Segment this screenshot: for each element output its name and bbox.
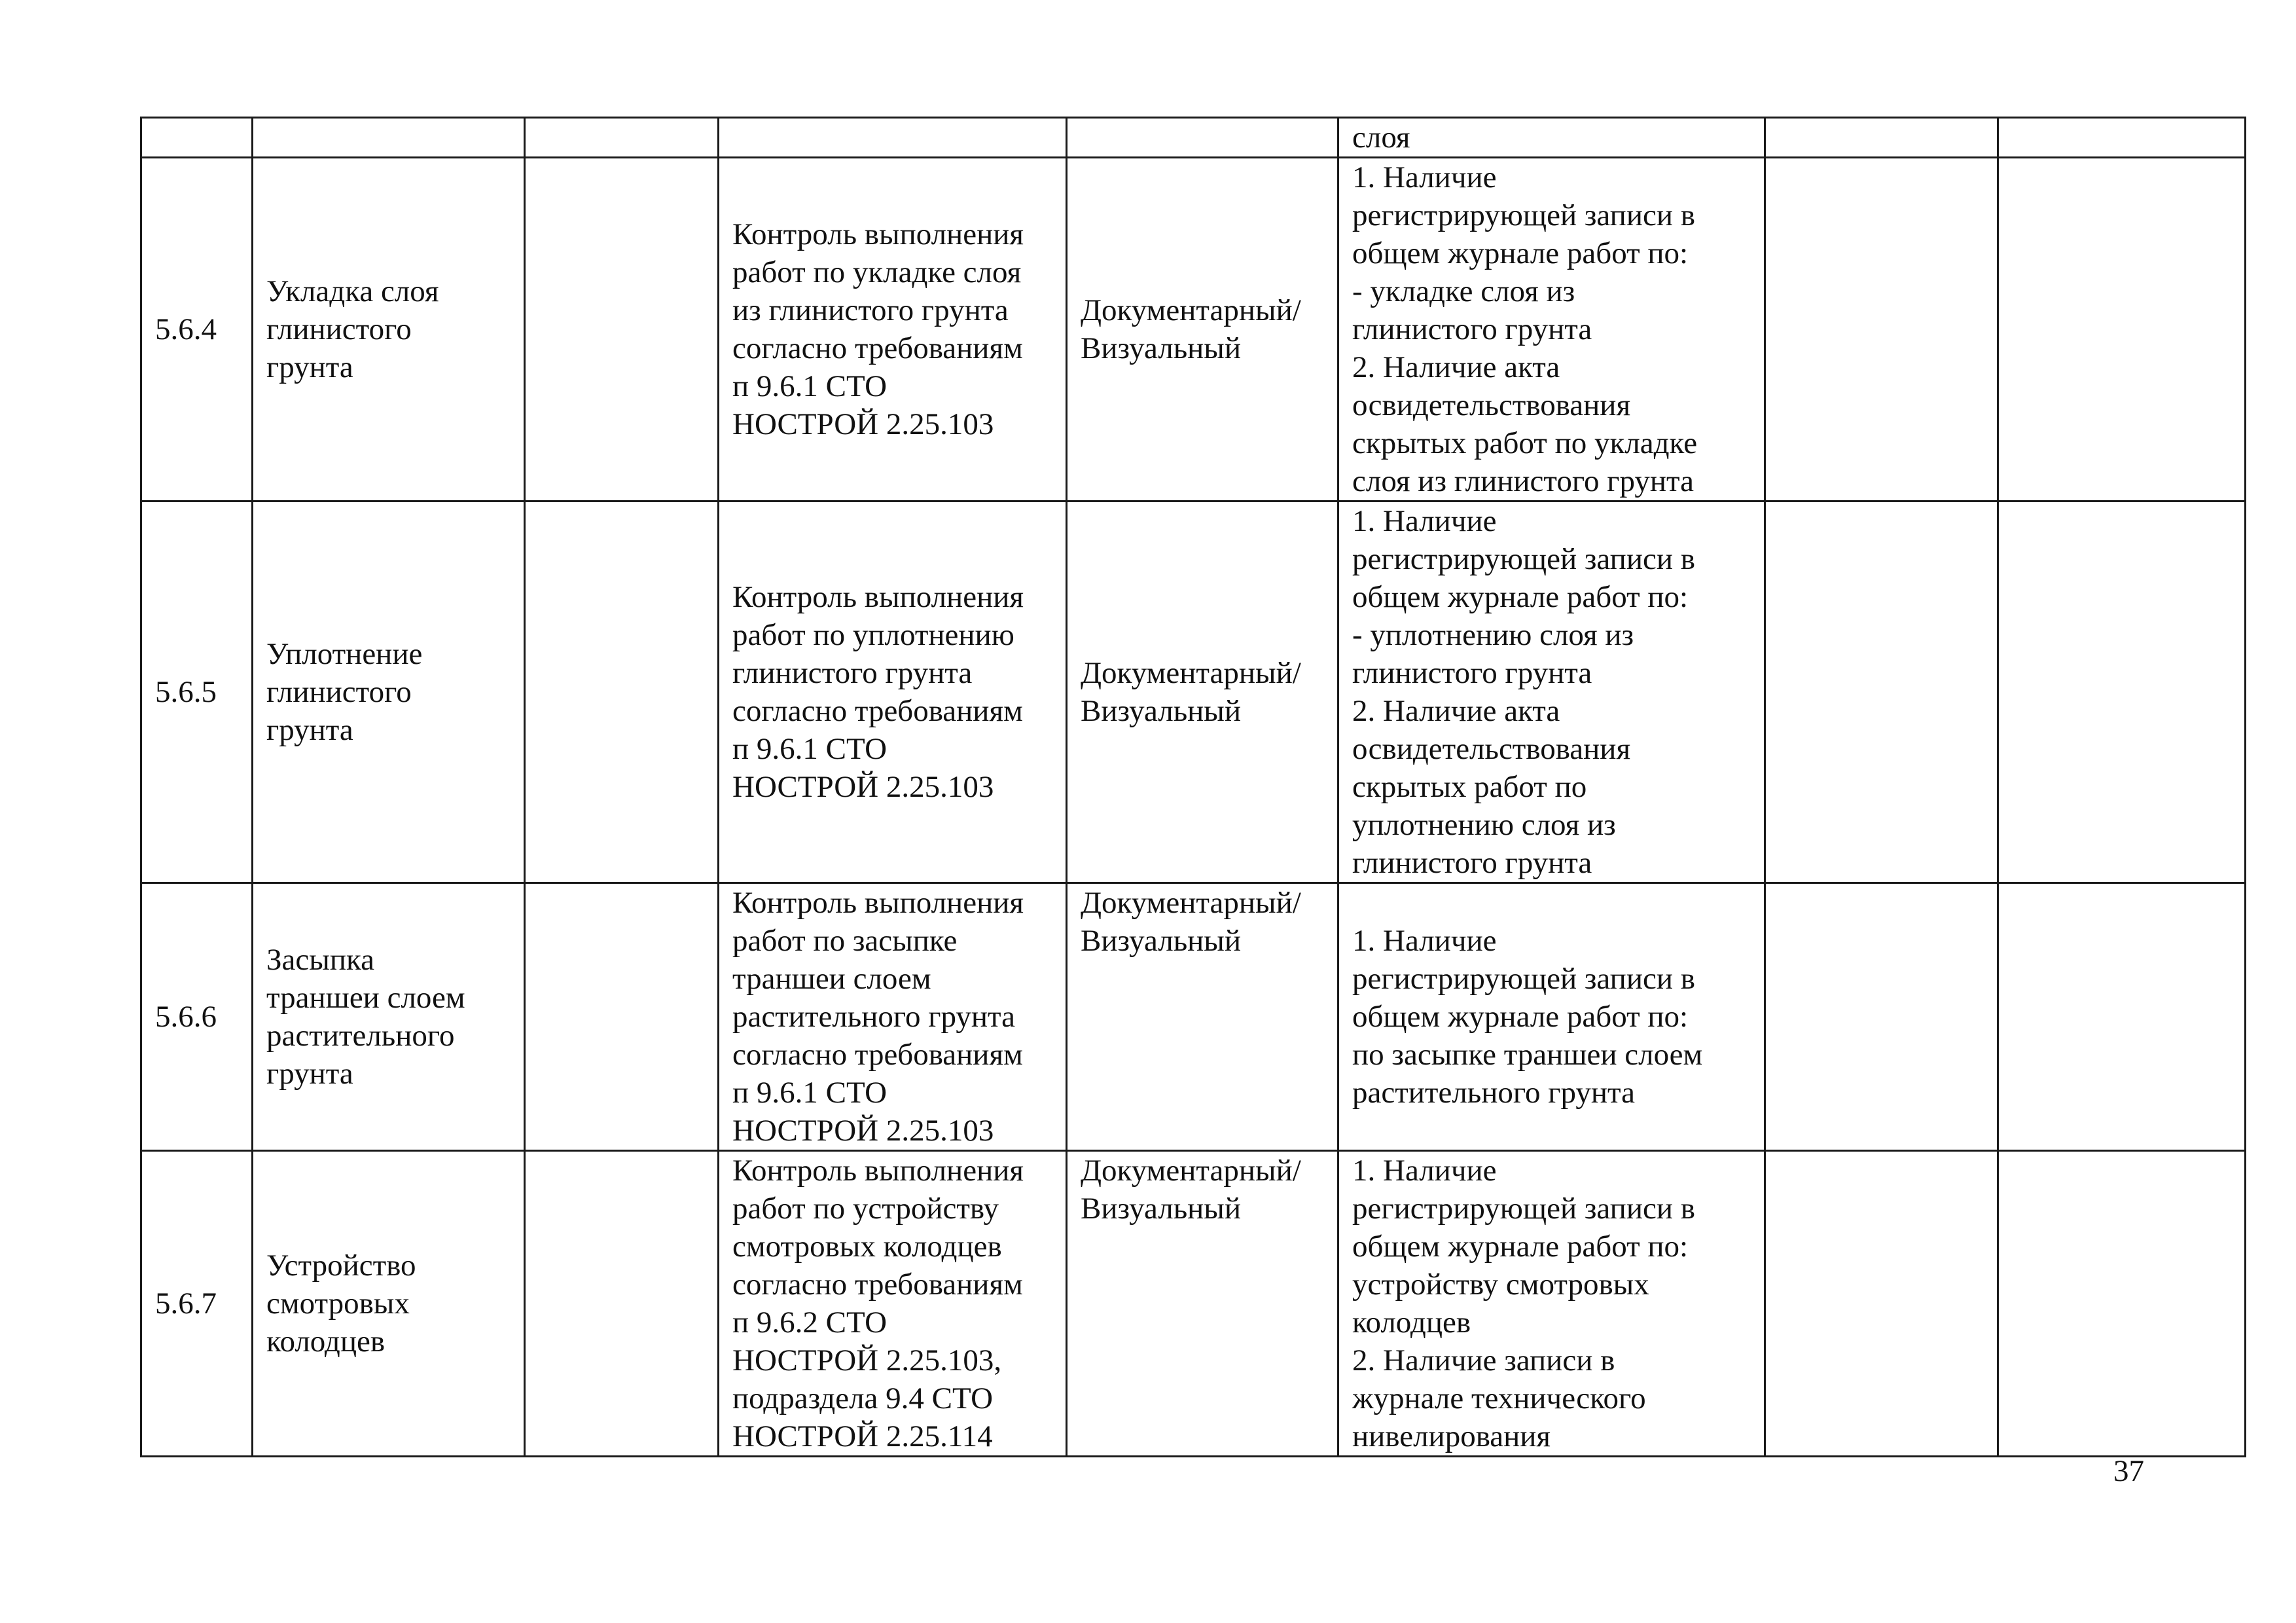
cell-method: Документарный/ Визуальный: [1067, 501, 1338, 883]
cell-empty: [1765, 501, 1998, 883]
cell-method: [1067, 118, 1338, 158]
cell-control: Контроль выполнения работ по уплотнению глинистого грунта согласно требованиям п 9.6.1 СТО НОСТРОЙ 2.25.103: [719, 501, 1067, 883]
cell-empty: [1765, 883, 1998, 1151]
table-row: [141, 158, 2246, 501]
cell-name: Устройство смотровых колодцев: [253, 1151, 525, 1457]
cell-empty: [525, 158, 719, 501]
cell-number: 5.6.4: [141, 158, 253, 501]
cell-empty: [1998, 1151, 2246, 1457]
cell-empty: [1998, 883, 2246, 1151]
cell-empty: [1765, 118, 1998, 158]
cell-empty: [525, 883, 719, 1151]
cell-control: Контроль выполнения работ по укладке слоя из глинистого грунта согласно требованиям п 9.6.1 СТО НОСТРОЙ 2.25.103: [719, 158, 1067, 501]
cell-control: Контроль выполнения работ по засыпке траншеи слоем растительного грунта согласно требованиям п 9.6.1 СТО НОСТРОЙ 2.25.103: [719, 883, 1067, 1151]
cell-requirements: 1. Наличие регистрирующей записи в общем журнале работ по: по засыпке траншеи слоем растительного грунта: [1338, 883, 1765, 1151]
cell-number: 5.6.6: [141, 883, 253, 1151]
cell-empty: [1998, 501, 2246, 883]
cell-requirements: слоя: [1338, 118, 1765, 158]
cell-empty: [525, 501, 719, 883]
cell-method: Документарный/ Визуальный: [1067, 1151, 1338, 1457]
inspection-table: [140, 117, 2246, 1457]
cell-empty: [1765, 158, 1998, 501]
cell-control: Контроль выполнения работ по устройству смотровых колодцев согласно требованиям п 9.6.2 СТО НОСТРОЙ 2.25.103, подраздела 9.4 СТО НОСТРОЙ 2.25.114: [719, 1151, 1067, 1457]
table-row: [141, 883, 2246, 1151]
cell-number: [141, 118, 253, 158]
cell-number: 5.6.5: [141, 501, 253, 883]
table-row-continuation: [141, 118, 2246, 158]
cell-name: Засыпка траншеи слоем растительного грунта: [253, 883, 525, 1151]
cell-empty: [1998, 118, 2246, 158]
table-row: [141, 1151, 2246, 1457]
cell-number: 5.6.7: [141, 1151, 253, 1457]
table-row: [141, 501, 2246, 883]
cell-requirements: 1. Наличие регистрирующей записи в общем журнале работ по: - укладке слоя из глинистого грунта 2. Наличие акта освидетельствования скрытых работ по укладке слоя из глинистого грунта: [1338, 158, 1765, 501]
cell-requirements: 1. Наличие регистрирующей записи в общем журнале работ по: - уплотнению слоя из глинистого грунта 2. Наличие акта освидетельствования скрытых работ по уплотнению слоя из глинистого грунта: [1338, 501, 1765, 883]
cell-method: Документарный/ Визуальный: [1067, 883, 1338, 1151]
cell-control: [719, 118, 1067, 158]
cell-empty: [1998, 158, 2246, 501]
page-number: 37: [2113, 1454, 2144, 1488]
cell-name: [253, 118, 525, 158]
cell-requirements: 1. Наличие регистрирующей записи в общем журнале работ по: устройству смотровых колодцев 2. Наличие записи в журнале технического нивелирования: [1338, 1151, 1765, 1457]
cell-method: Документарный/ Визуальный: [1067, 158, 1338, 501]
cell-empty: [525, 118, 719, 158]
cell-empty: [1765, 1151, 1998, 1457]
cell-name: Укладка слоя глинистого грунта: [253, 158, 525, 501]
cell-name: Уплотнение глинистого грунта: [253, 501, 525, 883]
cell-empty: [525, 1151, 719, 1457]
